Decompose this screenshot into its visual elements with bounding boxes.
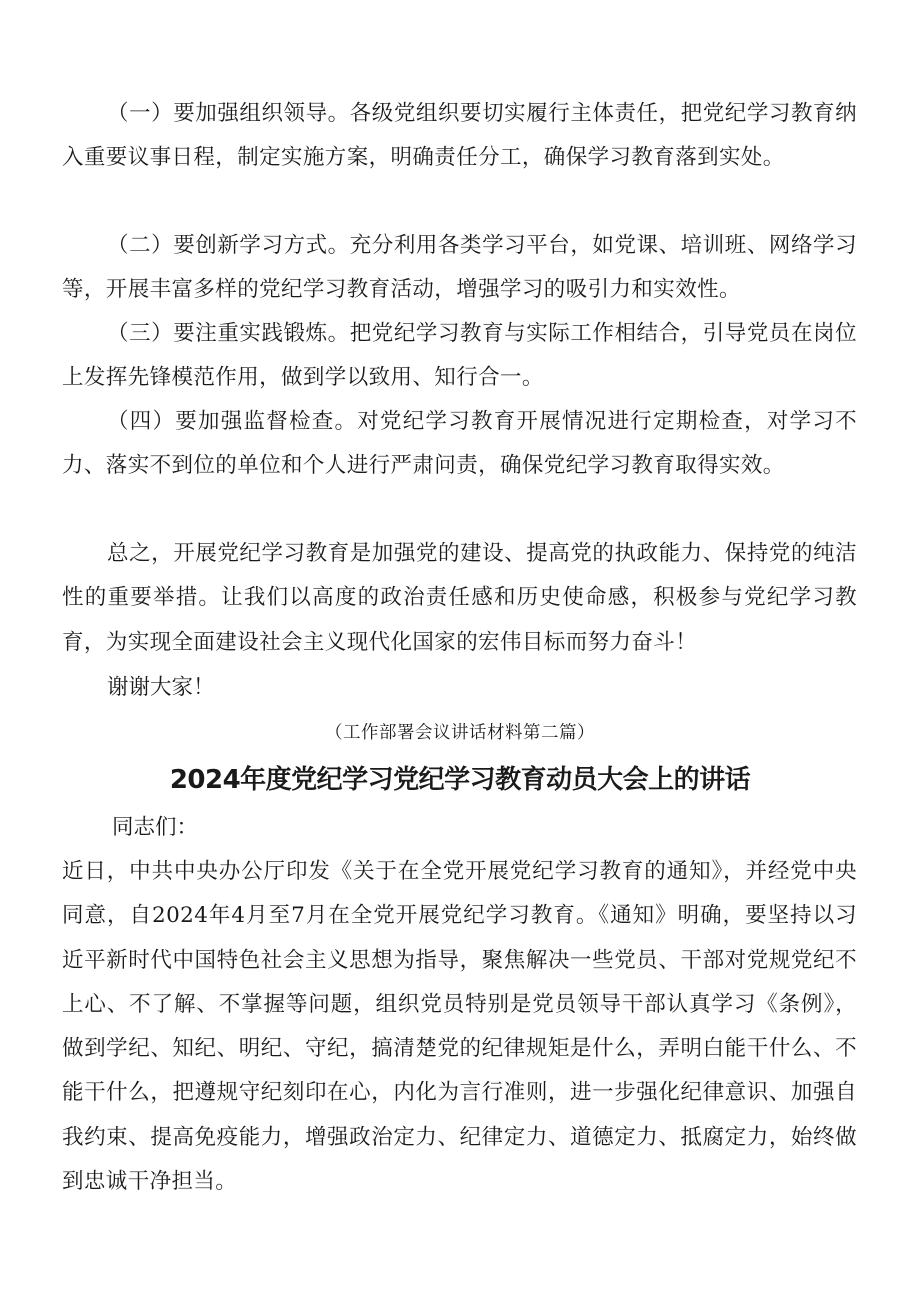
salutation: 同志们：: [112, 815, 199, 840]
paragraph-organization-leadership: （一）要加强组织领导。各级党组织要切实履行主体责任，把党纪学习教育纳入重要议事日程，制定实施方案，明确责任分工，确保学习教育落到实处。: [62, 101, 857, 171]
section-subtitle: （工作部署会议讲话材料第二篇）: [325, 723, 595, 743]
paragraph-practice: （三）要注重实践锻炼。把党纪学习教育与实际工作相结合，引导党员在岗位上发挥先锋模范作用，做到学以致用、知行合一。: [62, 321, 857, 391]
body-paragraph: 近日，中共中央办公厅印发《关于在全党开展党纪学习教育的通知》，并经党中央同意，自2024年4月至7月在全党开展党纪学习教育。《通知》明确，要坚持以习近平新时代中国特色社会主义思想为指导，聚焦解决一些党员、干部对党规党纪不上心、不了解、不掌握等问题，组织党员特别是党员领导干部认真学习《条例》，做到学纪、知纪、明纪、守纪，搞清楚党的纪律规矩是什么，弄明白能干什么、不能干什么，把遵规守纪刻印在心，内化为言行准则，进一步强化纪律意识、加强自我约束、提高免疫能力，增强政治定力、纪律定力、道德定力、抵腐定力，始终做到忠诚干净担当。: [62, 859, 857, 1195]
paragraph-conclusion: 总之，开展党纪学习教育是加强党的建设、提高党的执政能力、保持党的纯洁性的重要举措。让我们以高度的政治责任感和历史使命感，积极参与党纪学习教育，为实现全面建设社会主义现代化国家的宏伟目标而努力奋斗！: [62, 541, 857, 655]
closing-thanks: 谢谢大家！: [107, 675, 215, 700]
paragraph-innovate-learning: （二）要创新学习方式。充分利用各类学习平台，如党课、培训班、网络学习等，开展丰富多样的党纪学习教育活动，增强学习的吸引力和实效性。: [62, 233, 857, 303]
paragraph-supervision: （四）要加强监督检查。对党纪学习教育开展情况进行定期检查，对学习不力、落实不到位的单位和个人进行严肃问责，确保党纪学习教育取得实效。: [62, 409, 857, 479]
section-title: 2024年度党纪学习党纪学习教育动员大会上的讲话: [169, 765, 751, 795]
